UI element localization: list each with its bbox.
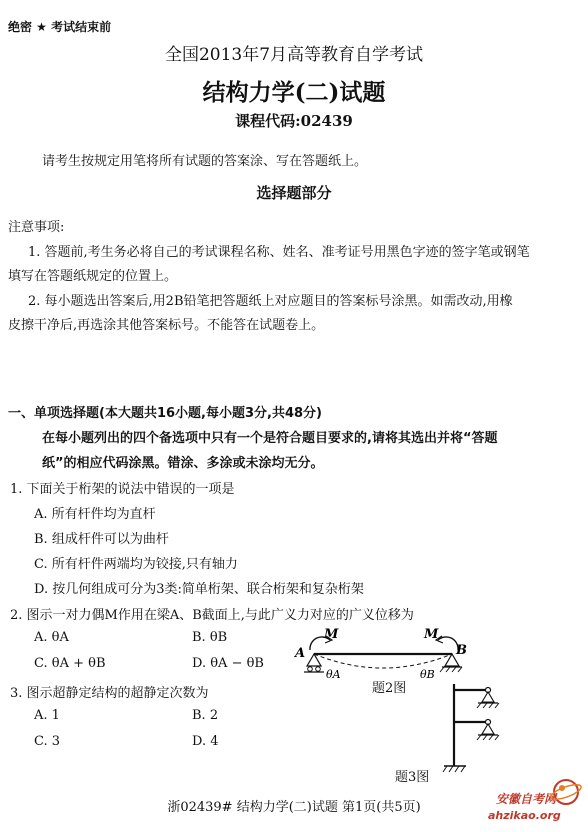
question-3-option-b: B. 2 <box>192 708 219 723</box>
watermark-globe-icon <box>548 776 584 808</box>
theta-b-label: θB <box>420 668 435 681</box>
question-2-option-d: D. θA − θB <box>192 656 264 671</box>
paper-title: 结构力学(二)试题 <box>202 79 386 106</box>
moment-label-right: M <box>424 627 439 642</box>
fixed-base-hatch-icon <box>443 766 465 772</box>
support-a-roller-icon <box>308 667 313 672</box>
figure-3-frame-diagram <box>440 676 520 776</box>
section-heading: 选择题部分 <box>256 184 332 202</box>
question-1-option-c: C. 所有杆件两端均为铰接,只有轴力 <box>34 557 238 572</box>
point-b-label: B <box>456 643 467 658</box>
question-3-option-c: C. 3 <box>34 734 61 749</box>
support-b-hatch-icon <box>440 667 462 672</box>
figure-3-caption: 题3图 <box>395 770 430 785</box>
support-middle-hatch-icon <box>477 735 499 740</box>
question-3-option-d: D. 4 <box>192 734 219 749</box>
note-1-line-2: 填写在答题纸规定的位置上。 <box>8 269 178 284</box>
watermark-url: ahzikao.org <box>488 809 561 822</box>
answer-instruction: 请考生按规定用笔将所有试题的答案涂、写在答题纸上。 <box>42 154 368 169</box>
part-one-heading: 一、单项选择题(本大题共16小题,每小题3分,共48分) <box>8 406 322 421</box>
question-1-stem: 1. 下面关于桁架的说法中错误的一项是 <box>10 482 235 497</box>
question-2-option-c: C. θA + θB <box>34 656 106 671</box>
watermark-logo: 安徽自考网 <box>496 792 557 806</box>
notes-title: 注意事项: <box>8 220 65 235</box>
moment-label-left: M <box>324 627 339 642</box>
figure-2-caption: 题2图 <box>372 681 407 696</box>
part-one-directive-line-2: 纸”的相应代码涂黑。错涂、多涂或未涂均无分。 <box>42 456 324 471</box>
deflection-curve <box>314 654 452 668</box>
note-1-line-1: 1. 答题前,考生务必将自己的考试课程名称、姓名、准考证号用黑色字迹的签字笔或钢笔 <box>28 245 530 260</box>
question-1-option-a: A. 所有杆件均为直杆 <box>34 507 156 522</box>
support-top-hatch-icon <box>477 703 499 708</box>
support-middle-icon <box>482 724 494 734</box>
point-a-label: A <box>295 646 306 661</box>
question-2-option-a: A. θA <box>34 630 69 645</box>
page-footer: 浙02439# 结构力学(二)试题 第1页(共5页) <box>167 800 421 815</box>
question-2-option-b: B. θB <box>192 630 228 645</box>
note-2-line-2: 皮擦干净后,再选涂其他答案标号。不能答在试题卷上。 <box>8 318 325 333</box>
question-1-option-b: B. 组成杆件可以为曲杆 <box>34 532 169 547</box>
theta-a-label: θA <box>326 668 341 681</box>
support-a-roller-icon <box>316 667 321 672</box>
question-3-option-a: A. 1 <box>34 708 60 723</box>
confidential-mark: 绝密 ★ 考试结束前 <box>8 20 112 34</box>
support-top-icon <box>482 692 494 702</box>
exam-name: 全国2013年7月高等教育自学考试 <box>164 45 424 65</box>
part-one-directive-line-1: 在每小题列出的四个备选项中只有一个是符合题目要求的,请将其选出并将“答题 <box>42 431 498 446</box>
question-2-stem: 2. 图示一对力偶M作用在梁A、B截面上,与此广义力对应的广义位移为 <box>10 608 414 623</box>
question-3-stem: 3. 图示超静定结构的超静定次数为 <box>10 686 209 701</box>
note-2-line-1: 2. 每小题选出答案后,用2B铅笔把答题纸上对应题目的答案标号涂黑。如需改动,用橡 <box>28 294 513 309</box>
question-1-option-d: D. 按几何组成可分为3类:简单桁架、联合桁架和复杂桁架 <box>34 582 364 597</box>
course-code: 课程代码:02439 <box>235 112 353 130</box>
support-a-icon <box>307 654 321 666</box>
